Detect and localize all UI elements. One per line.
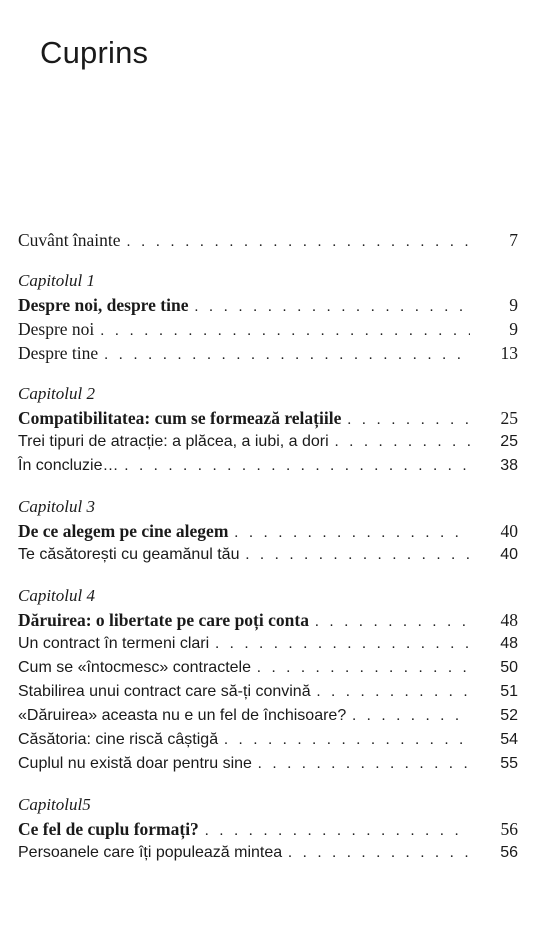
toc-entry-title: Despre noi, despre tine [18, 295, 189, 315]
toc-entry-page: 51 [500, 683, 518, 700]
toc-entry-page: 56 [500, 844, 518, 861]
toc-entry-page: 9 [509, 295, 518, 315]
toc-entry-title: Despre noi [18, 319, 95, 339]
toc-entry [18, 680, 518, 704]
chapter-heading-entry [18, 608, 518, 632]
toc-entry-page: 48 [500, 635, 518, 652]
chapter-label: Capitolul 4 [18, 586, 95, 605]
dot-leader [317, 680, 470, 704]
toc-entry [18, 341, 518, 365]
toc-entry-title: Cum se «întocmesc» contractele [18, 659, 251, 676]
toc-entry [18, 704, 518, 728]
toc-entry [18, 543, 518, 567]
toc-entry-title: Căsătoria: cine riscă câștigă [18, 731, 219, 748]
toc-entry-foreword [18, 228, 518, 252]
chapter-section [18, 793, 518, 865]
toc-entry-page: 7 [509, 230, 518, 250]
toc-entry-page: 55 [500, 755, 518, 772]
dot-leader [205, 819, 470, 843]
dot-leader [100, 319, 470, 343]
table-of-contents [18, 228, 518, 865]
chapter-label: Capitolul 3 [18, 497, 95, 516]
dot-leader [335, 430, 470, 454]
chapter-heading-entry [18, 817, 518, 841]
dot-leader [288, 841, 470, 865]
toc-entry-title: Ce fel de cuplu formați? [18, 819, 199, 839]
toc-entry [18, 728, 518, 752]
toc-entry [18, 632, 518, 656]
dot-leader [215, 632, 470, 656]
toc-entry-page: 40 [500, 546, 518, 563]
dot-leader [125, 454, 471, 478]
chapter-section [18, 269, 518, 365]
toc-entry-page: 25 [500, 408, 518, 428]
toc-entry-page: 54 [500, 731, 518, 748]
toc-entry [18, 656, 518, 680]
dot-leader [245, 543, 470, 567]
toc-entry-title: Un contract în termeni clari [18, 635, 210, 652]
toc-entry-title: În concluzie… [18, 457, 119, 474]
dot-leader [257, 656, 470, 680]
toc-entry-page: 50 [500, 659, 518, 676]
toc-entry-title: Cuvânt înainte [18, 230, 121, 250]
toc-entry [18, 841, 518, 865]
toc-entry [18, 752, 518, 776]
page-title: Cuprins [40, 34, 149, 70]
toc-entry-title: Te căsătorești cu geamănul tău [18, 546, 240, 563]
toc-entry [18, 317, 518, 341]
toc-entry-page: 48 [500, 610, 518, 630]
chapter-label: Capitolul 1 [18, 271, 95, 290]
toc-entry [18, 430, 518, 454]
toc-entry-title: Persoanele care îți populează mintea [18, 844, 283, 861]
dot-leader [194, 295, 470, 319]
toc-entry-page: 9 [509, 319, 518, 339]
chapter-section [18, 382, 518, 478]
chapter-heading-entry [18, 406, 518, 430]
toc-entry-page: 25 [500, 433, 518, 450]
chapter-label: Capitolul 2 [18, 384, 95, 403]
dot-leader [347, 408, 470, 432]
toc-entry-title: De ce alegem pe cine alegem [18, 521, 229, 541]
dot-leader [258, 752, 470, 776]
toc-entry [18, 454, 518, 478]
dot-leader [127, 230, 470, 254]
toc-entry-page: 52 [500, 707, 518, 724]
dot-leader [315, 610, 470, 634]
toc-entry-page: 40 [500, 521, 518, 541]
toc-entry-title: Despre tine [18, 343, 99, 363]
toc-entry-title: Dăruirea: o libertate pe care poți conta [18, 610, 309, 630]
toc-entry-page: 38 [500, 457, 518, 474]
chapter-list [18, 269, 518, 865]
toc-entry-title: Stabilirea unui contract care să-ți convină [18, 683, 311, 700]
toc-entry-page: 13 [500, 343, 518, 363]
dot-leader [104, 343, 470, 367]
dot-leader [224, 728, 470, 752]
chapter-label: Capitolul5 [18, 795, 91, 814]
chapter-section [18, 495, 518, 567]
chapter-heading-entry [18, 519, 518, 543]
toc-entry-title: «Dăruirea» aceasta nu e un fel de închisoare? [18, 707, 347, 724]
toc-entry-page: 56 [500, 819, 518, 839]
dot-leader [234, 521, 470, 545]
chapter-heading-entry [18, 293, 518, 317]
dot-leader [352, 704, 470, 728]
chapter-section [18, 584, 518, 776]
toc-entry-title: Trei tipuri de atracție: a plăcea, a iubi, a dori [18, 433, 329, 450]
toc-entry-title: Cuplul nu există doar pentru sine [18, 755, 252, 772]
toc-entry-title: Compatibilitatea: cum se formează relațiile [18, 408, 342, 428]
